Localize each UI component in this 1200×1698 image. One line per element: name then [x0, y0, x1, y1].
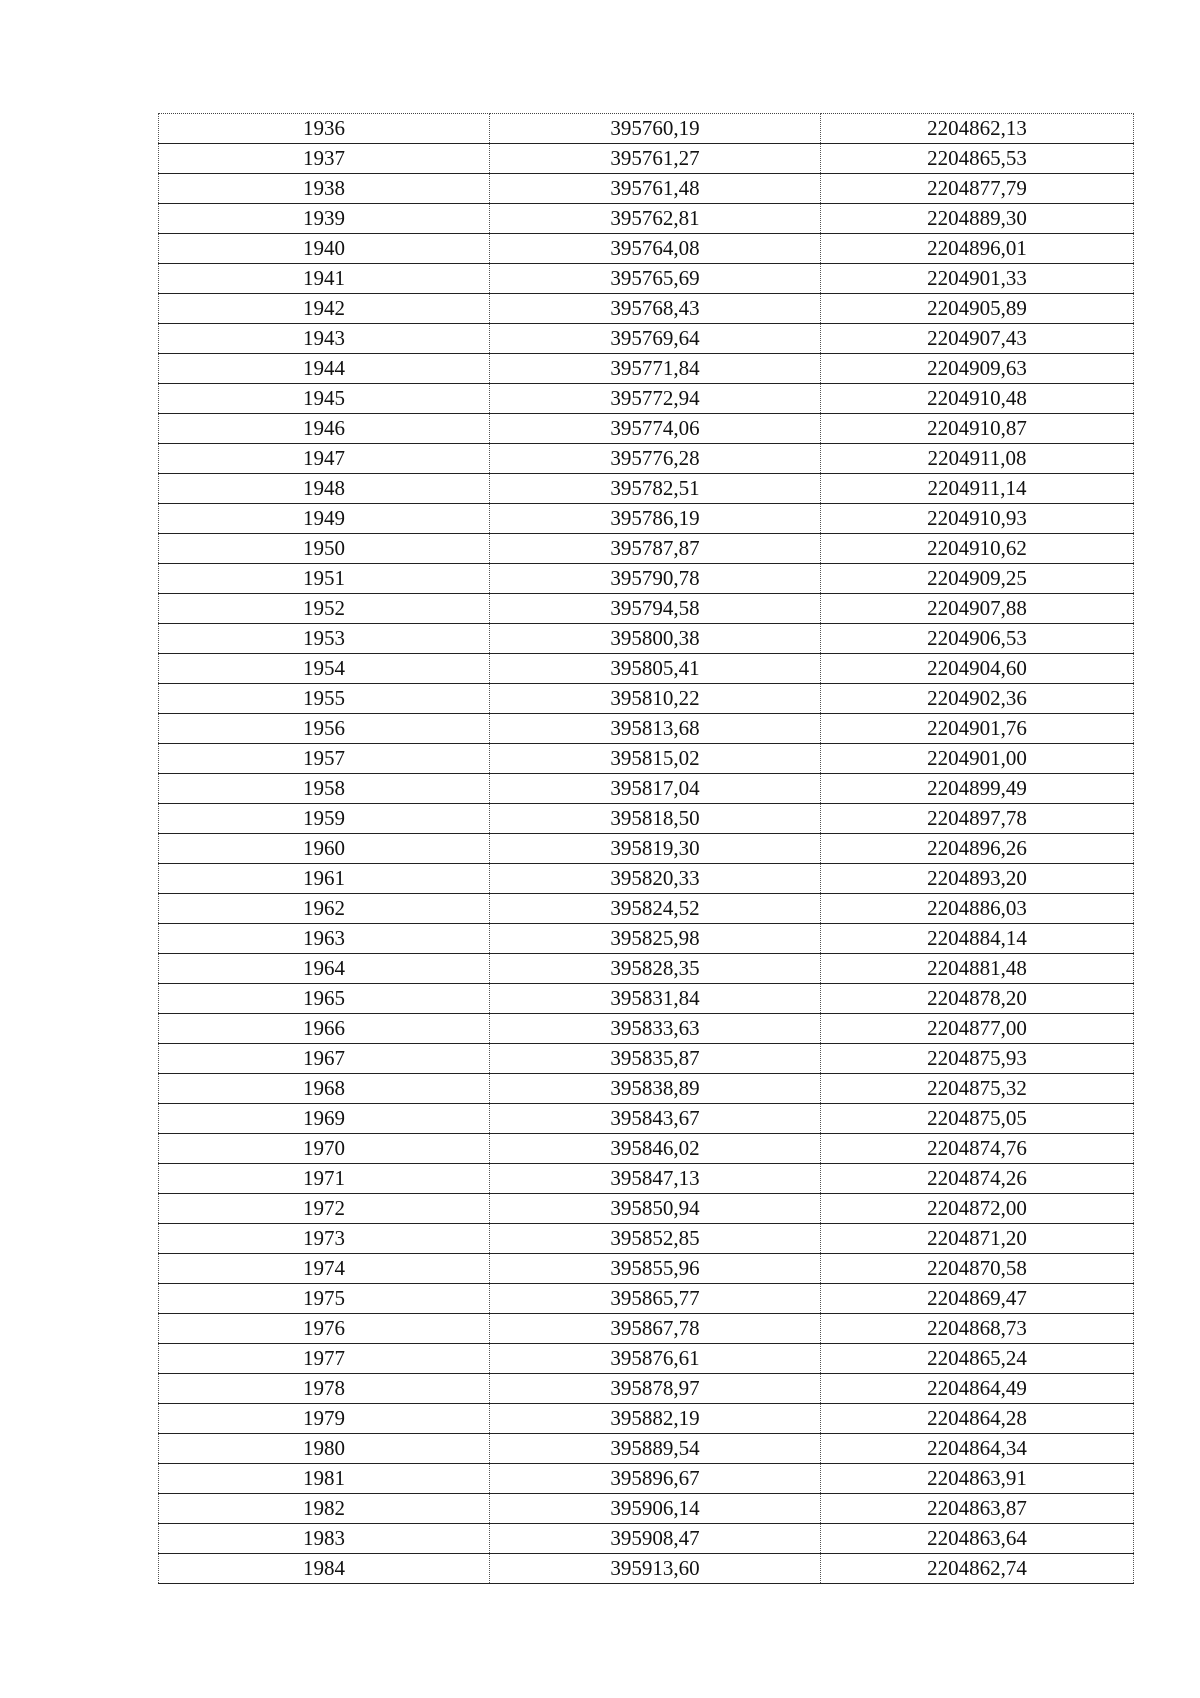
x-coordinate-cell: 395867,78	[490, 1314, 821, 1344]
table-row	[159, 324, 1134, 354]
y-coordinate-cell: 2204889,30	[821, 204, 1134, 234]
table-row	[159, 264, 1134, 294]
table-row	[159, 1404, 1134, 1434]
y-coordinate-cell: 2204911,08	[821, 444, 1134, 474]
point-number-cell: 1962	[159, 894, 490, 924]
y-coordinate-cell: 2204907,88	[821, 594, 1134, 624]
x-coordinate-cell: 395835,87	[490, 1044, 821, 1074]
point-number-cell: 1971	[159, 1164, 490, 1194]
point-number-cell: 1956	[159, 714, 490, 744]
x-coordinate-cell: 395838,89	[490, 1074, 821, 1104]
x-coordinate-cell: 395906,14	[490, 1494, 821, 1524]
y-coordinate-cell: 2204869,47	[821, 1284, 1134, 1314]
table-row	[159, 714, 1134, 744]
table-row	[159, 864, 1134, 894]
table-row	[159, 1074, 1134, 1104]
x-coordinate-cell: 395882,19	[490, 1404, 821, 1434]
point-number-cell: 1951	[159, 564, 490, 594]
table-row	[159, 1494, 1134, 1524]
y-coordinate-cell: 2204906,53	[821, 624, 1134, 654]
point-number-cell: 1945	[159, 384, 490, 414]
x-coordinate-cell: 395810,22	[490, 684, 821, 714]
x-coordinate-cell: 395819,30	[490, 834, 821, 864]
table-row	[159, 384, 1134, 414]
table-row	[159, 234, 1134, 264]
point-number-cell: 1974	[159, 1254, 490, 1284]
point-number-cell: 1973	[159, 1224, 490, 1254]
table-row	[159, 174, 1134, 204]
x-coordinate-cell: 395878,97	[490, 1374, 821, 1404]
table-row	[159, 1164, 1134, 1194]
table-row	[159, 654, 1134, 684]
table-row	[159, 294, 1134, 324]
point-number-cell: 1948	[159, 474, 490, 504]
table-row	[159, 354, 1134, 384]
point-number-cell: 1949	[159, 504, 490, 534]
point-number-cell: 1950	[159, 534, 490, 564]
y-coordinate-cell: 2204875,32	[821, 1074, 1134, 1104]
y-coordinate-cell: 2204901,33	[821, 264, 1134, 294]
x-coordinate-cell: 395768,43	[490, 294, 821, 324]
point-number-cell: 1957	[159, 744, 490, 774]
x-coordinate-cell: 395818,50	[490, 804, 821, 834]
table-row	[159, 564, 1134, 594]
y-coordinate-cell: 2204870,58	[821, 1254, 1134, 1284]
x-coordinate-cell: 395896,67	[490, 1464, 821, 1494]
table-row	[159, 1104, 1134, 1134]
point-number-cell: 1968	[159, 1074, 490, 1104]
y-coordinate-cell: 2204864,34	[821, 1434, 1134, 1464]
x-coordinate-cell: 395847,13	[490, 1164, 821, 1194]
x-coordinate-cell: 395865,77	[490, 1284, 821, 1314]
x-coordinate-cell: 395776,28	[490, 444, 821, 474]
point-number-cell: 1984	[159, 1554, 490, 1584]
point-number-cell: 1946	[159, 414, 490, 444]
point-number-cell: 1936	[159, 114, 490, 144]
y-coordinate-cell: 2204907,43	[821, 324, 1134, 354]
point-number-cell: 1937	[159, 144, 490, 174]
table-row	[159, 774, 1134, 804]
table-row	[159, 1344, 1134, 1374]
point-number-cell: 1955	[159, 684, 490, 714]
x-coordinate-cell: 395794,58	[490, 594, 821, 624]
y-coordinate-cell: 2204877,79	[821, 174, 1134, 204]
x-coordinate-cell: 395772,94	[490, 384, 821, 414]
point-number-cell: 1977	[159, 1344, 490, 1374]
y-coordinate-cell: 2204865,53	[821, 144, 1134, 174]
point-number-cell: 1972	[159, 1194, 490, 1224]
point-number-cell: 1961	[159, 864, 490, 894]
x-coordinate-cell: 395790,78	[490, 564, 821, 594]
x-coordinate-cell: 395820,33	[490, 864, 821, 894]
y-coordinate-cell: 2204902,36	[821, 684, 1134, 714]
y-coordinate-cell: 2204909,25	[821, 564, 1134, 594]
point-number-cell: 1954	[159, 654, 490, 684]
y-coordinate-cell: 2204884,14	[821, 924, 1134, 954]
x-coordinate-cell: 395831,84	[490, 984, 821, 1014]
y-coordinate-cell: 2204910,62	[821, 534, 1134, 564]
y-coordinate-cell: 2204896,01	[821, 234, 1134, 264]
point-number-cell: 1982	[159, 1494, 490, 1524]
table-row	[159, 414, 1134, 444]
y-coordinate-cell: 2204901,00	[821, 744, 1134, 774]
table-row	[159, 1134, 1134, 1164]
y-coordinate-cell: 2204904,60	[821, 654, 1134, 684]
table-row	[159, 744, 1134, 774]
point-number-cell: 1976	[159, 1314, 490, 1344]
y-coordinate-cell: 2204864,49	[821, 1374, 1134, 1404]
y-coordinate-cell: 2204886,03	[821, 894, 1134, 924]
x-coordinate-cell: 395782,51	[490, 474, 821, 504]
y-coordinate-cell: 2204905,89	[821, 294, 1134, 324]
y-coordinate-cell: 2204868,73	[821, 1314, 1134, 1344]
table-row	[159, 1464, 1134, 1494]
x-coordinate-cell: 395771,84	[490, 354, 821, 384]
y-coordinate-cell: 2204910,93	[821, 504, 1134, 534]
table-row	[159, 1284, 1134, 1314]
table-row	[159, 1044, 1134, 1074]
x-coordinate-cell: 395769,64	[490, 324, 821, 354]
y-coordinate-cell: 2204872,00	[821, 1194, 1134, 1224]
table-row	[159, 894, 1134, 924]
point-number-cell: 1966	[159, 1014, 490, 1044]
table-row	[159, 1434, 1134, 1464]
point-number-cell: 1970	[159, 1134, 490, 1164]
table-row	[159, 834, 1134, 864]
x-coordinate-cell: 395876,61	[490, 1344, 821, 1374]
point-number-cell: 1981	[159, 1464, 490, 1494]
y-coordinate-cell: 2204877,00	[821, 1014, 1134, 1044]
point-number-cell: 1953	[159, 624, 490, 654]
point-number-cell: 1952	[159, 594, 490, 624]
x-coordinate-cell: 395786,19	[490, 504, 821, 534]
x-coordinate-cell: 395833,63	[490, 1014, 821, 1044]
x-coordinate-cell: 395813,68	[490, 714, 821, 744]
y-coordinate-cell: 2204893,20	[821, 864, 1134, 894]
coordinates-table	[158, 113, 1134, 1584]
x-coordinate-cell: 395760,19	[490, 114, 821, 144]
x-coordinate-cell: 395846,02	[490, 1134, 821, 1164]
y-coordinate-cell: 2204863,87	[821, 1494, 1134, 1524]
table-row	[159, 504, 1134, 534]
y-coordinate-cell: 2204865,24	[821, 1344, 1134, 1374]
table-row	[159, 1554, 1134, 1584]
table-row	[159, 684, 1134, 714]
table-row	[159, 1014, 1134, 1044]
x-coordinate-cell: 395764,08	[490, 234, 821, 264]
table-row	[159, 1194, 1134, 1224]
x-coordinate-cell: 395852,85	[490, 1224, 821, 1254]
x-coordinate-cell: 395815,02	[490, 744, 821, 774]
table-row	[159, 804, 1134, 834]
y-coordinate-cell: 2204897,78	[821, 804, 1134, 834]
point-number-cell: 1958	[159, 774, 490, 804]
y-coordinate-cell: 2204875,05	[821, 1104, 1134, 1134]
table-row	[159, 1314, 1134, 1344]
point-number-cell: 1979	[159, 1404, 490, 1434]
y-coordinate-cell: 2204863,64	[821, 1524, 1134, 1554]
y-coordinate-cell: 2204862,13	[821, 114, 1134, 144]
y-coordinate-cell: 2204878,20	[821, 984, 1134, 1014]
point-number-cell: 1942	[159, 294, 490, 324]
point-number-cell: 1938	[159, 174, 490, 204]
point-number-cell: 1969	[159, 1104, 490, 1134]
y-coordinate-cell: 2204909,63	[821, 354, 1134, 384]
y-coordinate-cell: 2204910,48	[821, 384, 1134, 414]
x-coordinate-cell: 395774,06	[490, 414, 821, 444]
table-row	[159, 144, 1134, 174]
table-row	[159, 1524, 1134, 1554]
y-coordinate-cell: 2204896,26	[821, 834, 1134, 864]
point-number-cell: 1941	[159, 264, 490, 294]
table-row	[159, 534, 1134, 564]
x-coordinate-cell: 395828,35	[490, 954, 821, 984]
table-row	[159, 474, 1134, 504]
y-coordinate-cell: 2204901,76	[821, 714, 1134, 744]
x-coordinate-cell: 395817,04	[490, 774, 821, 804]
x-coordinate-cell: 395824,52	[490, 894, 821, 924]
x-coordinate-cell: 395761,27	[490, 144, 821, 174]
table-row	[159, 114, 1134, 144]
x-coordinate-cell: 395908,47	[490, 1524, 821, 1554]
table-row	[159, 624, 1134, 654]
point-number-cell: 1960	[159, 834, 490, 864]
x-coordinate-cell: 395787,87	[490, 534, 821, 564]
y-coordinate-cell: 2204911,14	[821, 474, 1134, 504]
y-coordinate-cell: 2204875,93	[821, 1044, 1134, 1074]
x-coordinate-cell: 395889,54	[490, 1434, 821, 1464]
point-number-cell: 1944	[159, 354, 490, 384]
table-row	[159, 984, 1134, 1014]
point-number-cell: 1939	[159, 204, 490, 234]
coordinates-table-body	[159, 114, 1134, 1584]
x-coordinate-cell: 395825,98	[490, 924, 821, 954]
table-row	[159, 444, 1134, 474]
table-row	[159, 1254, 1134, 1284]
point-number-cell: 1965	[159, 984, 490, 1014]
point-number-cell: 1947	[159, 444, 490, 474]
y-coordinate-cell: 2204899,49	[821, 774, 1134, 804]
point-number-cell: 1980	[159, 1434, 490, 1464]
point-number-cell: 1967	[159, 1044, 490, 1074]
y-coordinate-cell: 2204874,76	[821, 1134, 1134, 1164]
point-number-cell: 1964	[159, 954, 490, 984]
y-coordinate-cell: 2204863,91	[821, 1464, 1134, 1494]
y-coordinate-cell: 2204910,87	[821, 414, 1134, 444]
table-row	[159, 924, 1134, 954]
y-coordinate-cell: 2204874,26	[821, 1164, 1134, 1194]
point-number-cell: 1959	[159, 804, 490, 834]
x-coordinate-cell: 395800,38	[490, 624, 821, 654]
y-coordinate-cell: 2204871,20	[821, 1224, 1134, 1254]
x-coordinate-cell: 395805,41	[490, 654, 821, 684]
y-coordinate-cell: 2204881,48	[821, 954, 1134, 984]
y-coordinate-cell: 2204864,28	[821, 1404, 1134, 1434]
y-coordinate-cell: 2204862,74	[821, 1554, 1134, 1584]
x-coordinate-cell: 395765,69	[490, 264, 821, 294]
x-coordinate-cell: 395762,81	[490, 204, 821, 234]
point-number-cell: 1983	[159, 1524, 490, 1554]
point-number-cell: 1963	[159, 924, 490, 954]
point-number-cell: 1975	[159, 1284, 490, 1314]
table-row	[159, 1374, 1134, 1404]
table-row	[159, 204, 1134, 234]
point-number-cell: 1940	[159, 234, 490, 264]
x-coordinate-cell: 395843,67	[490, 1104, 821, 1134]
point-number-cell: 1943	[159, 324, 490, 354]
point-number-cell: 1978	[159, 1374, 490, 1404]
x-coordinate-cell: 395761,48	[490, 174, 821, 204]
x-coordinate-cell: 395850,94	[490, 1194, 821, 1224]
x-coordinate-cell: 395855,96	[490, 1254, 821, 1284]
table-row	[159, 1224, 1134, 1254]
x-coordinate-cell: 395913,60	[490, 1554, 821, 1584]
table-row	[159, 954, 1134, 984]
table-row	[159, 594, 1134, 624]
